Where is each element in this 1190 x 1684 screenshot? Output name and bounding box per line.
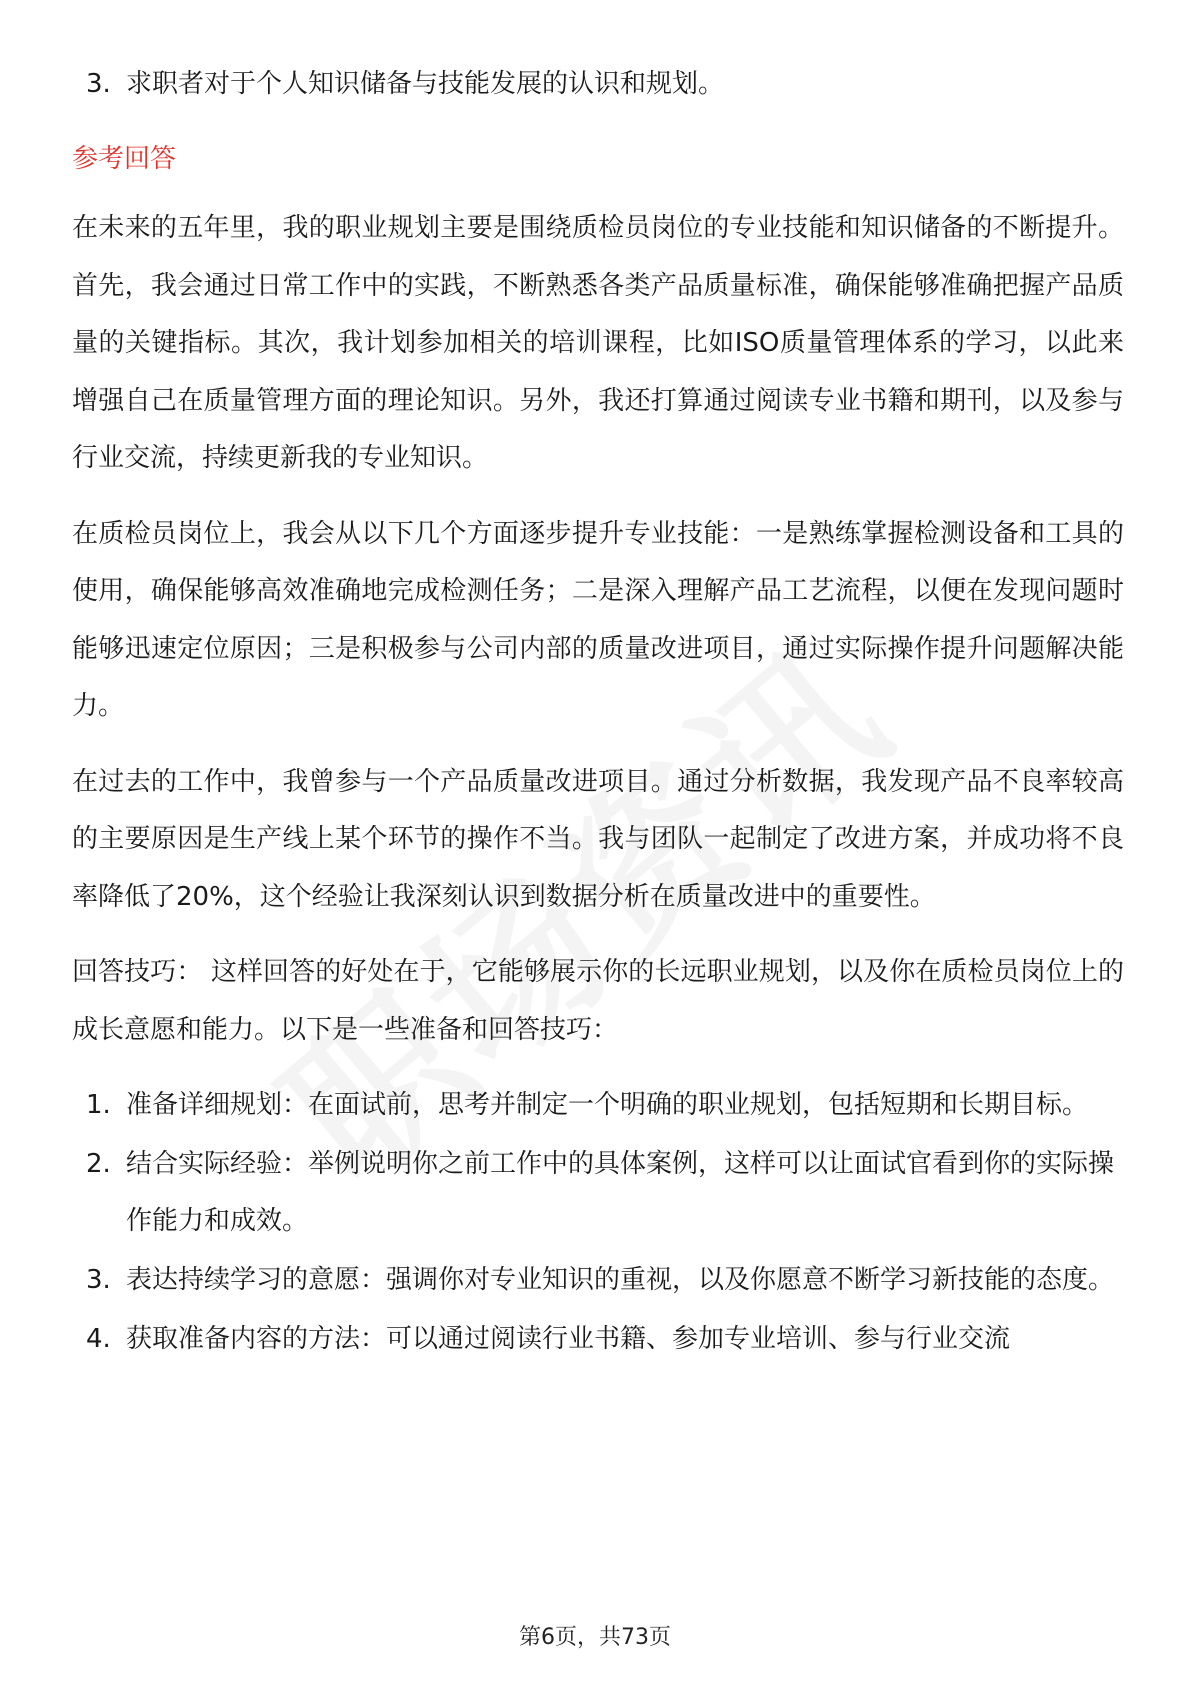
page-content — [72, 56, 1124, 1370]
section-heading: 参考回答 — [72, 144, 177, 174]
list-text: 表达持续学习的意愿：强调你对专业知识的重视，以及你愿意不断学习新技能的态度。 — [126, 1265, 1115, 1295]
paragraph: 在过去的工作中，我曾参与一个产品质量改进项目。通过分析数据，我发现产品不良率较高的主要原因是生产线上某个环节的操作不当。我与团队一起制定了改进方案，并成功将不良率降低了20%，这个经验让我深刻认识到数据分析在质量改进中的重要性。 — [72, 766, 1124, 912]
list-item — [72, 56, 1124, 113]
list-text: 结合实际经验：举例说明你之前工作中的具体案例，这样可以让面试官看到你的实际操作能力和成效。 — [126, 1149, 1115, 1236]
list-text: 求职者对于个人知识储备与技能发展的认识和规划。 — [126, 69, 725, 99]
list-item — [72, 1311, 1124, 1368]
list-item — [72, 1136, 1124, 1250]
list-item — [72, 1252, 1124, 1309]
list-number: 4. — [86, 1324, 111, 1354]
list-number: 3. — [86, 1265, 111, 1295]
list-number: 3. — [86, 69, 111, 99]
page-footer: 第6页，共73页 — [519, 1625, 671, 1650]
paragraph: 回答技巧： 这样回答的好处在于，它能够展示你的长远职业规划，以及你在质检员岗位上的成长意愿和能力。以下是一些准备和回答技巧： — [72, 957, 1124, 1045]
list-number: 1. — [86, 1090, 111, 1120]
list-number: 2. — [86, 1149, 111, 1179]
list-item — [72, 1077, 1124, 1134]
paragraph: 在未来的五年里，我的职业规划主要是围绕质检员岗位的专业技能和知识储备的不断提升。首先，我会通过日常工作中的实践，不断熟悉各类产品质量标准，确保能够准确把握产品质量的关键指标。其次，我计划参加相关的培训课程，比如ISO质量管理体系的学习，以此来增强自己在质量管理方面的理论知识。另外，我还打算通过阅读专业书籍和期刊，以及参与行业交流，持续更新我的专业知识。 — [72, 213, 1124, 473]
paragraph: 在质检员岗位上，我会从以下几个方面逐步提升专业技能：一是熟练掌握检测设备和工具的使用，确保能够高效准确地完成检测任务；二是深入理解产品工艺流程，以便在发现问题时能够迅速定位原因；三是积极参与公司内部的质量改进项目，通过实际操作提升问题解决能力。 — [72, 518, 1124, 721]
list-text: 获取准备内容的方法：可以通过阅读行业书籍、参加专业培训、参与行业交流 — [126, 1324, 1011, 1354]
tips-list — [72, 1077, 1124, 1368]
list-text: 准备详细规划：在面试前，思考并制定一个明确的职业规划，包括短期和长期目标。 — [126, 1090, 1089, 1120]
